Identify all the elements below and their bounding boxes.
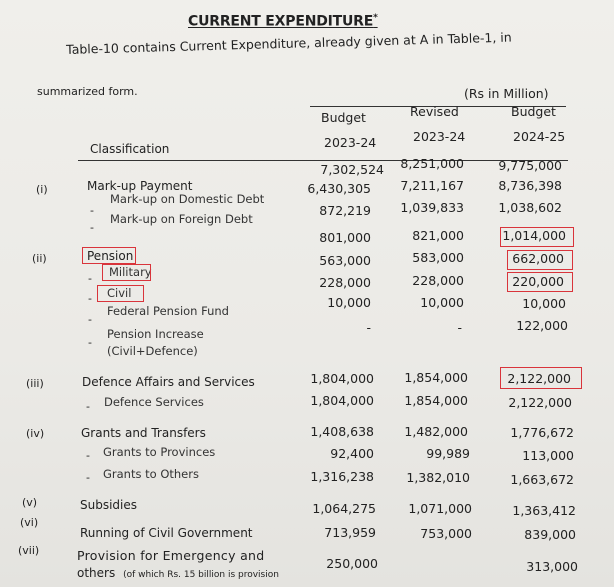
cell-revised-2023: 7,211,167 [400,178,464,193]
row-dash: - [90,221,94,234]
row-dash: - [86,471,90,484]
units-label: (Rs in Million) [464,86,549,101]
row-label: Mark-up on Domestic Debt [110,192,265,206]
row-label: Civil [107,286,132,300]
row-label: Grants to Others [103,467,199,481]
highlight-box-defence-2024 [500,367,582,389]
col-budget-2024-l2: 2024-25 [513,129,566,144]
row-label: Pension Increase [107,327,204,341]
row-label: Pension [87,249,134,263]
col-budget-2023-l2: 2023-24 [324,135,377,150]
cell-budget-2023: - [366,320,371,335]
row-label-cont: others (of which Rs. 15 billion is provision [77,566,279,580]
cell-budget-2024: 220,000 [512,274,564,289]
cell-budget-2024: 9,775,000 [498,158,562,173]
cell-budget-2024: 839,000 [524,527,576,542]
row-label: Grants to Provinces [103,445,216,459]
highlight-box-civil [97,285,144,302]
cell-budget-2023: 563,000 [319,253,371,268]
row-dash: - [88,336,92,349]
cell-budget-2023: 713,959 [324,525,376,540]
highlight-box-pension-2024 [500,227,574,247]
row-label: Mark-up Payment [87,179,193,193]
highlight-box-military [102,264,151,281]
row-label: Provision for Emergency and [77,548,265,563]
row-label: Military [109,265,152,279]
cell-budget-2024: 313,000 [526,559,578,574]
cell-revised-2023: 1,071,000 [408,501,472,516]
cell-budget-2024: 662,000 [512,251,564,266]
page-title: CURRENT EXPENDITURE* [188,13,378,30]
cell-budget-2023: 801,000 [319,230,371,245]
cell-budget-2024: 122,000 [516,318,568,333]
row-dash: - [88,313,92,326]
col-revised-2023-l2: 2023-24 [413,129,466,144]
intro-text-cont: summarized form. [37,85,138,98]
row-number: (iv) [26,427,45,440]
row-dash: - [86,449,90,462]
row-number: (v) [22,496,38,509]
cell-revised-2023: 10,000 [420,295,464,310]
cell-revised-2023: 821,000 [412,228,464,243]
cell-budget-2024: 1,776,672 [510,425,574,440]
row-number: (ii) [32,252,47,265]
cell-revised-2023: 583,000 [412,250,464,265]
row-note: (of which Rs. 15 billion is provision [123,570,279,580]
row-dash: - [90,204,94,217]
cell-revised-2023: 1,854,000 [404,393,468,408]
cell-revised-2023: 753,000 [420,526,472,541]
cell-budget-2023: 1,408,638 [310,424,374,439]
row-label-cont: (Civil+Defence) [107,344,198,358]
highlight-box-pension [82,247,136,264]
cell-revised-2023: 1,039,833 [400,200,464,215]
col-budget-2024-l1: Budget [511,104,556,119]
cell-budget-2024: 1,038,602 [498,200,562,215]
cell-budget-2024: 2,122,000 [507,371,571,386]
cell-revised-2023: 1,382,010 [406,470,470,485]
cell-budget-2023: 6,430,305 [307,181,371,196]
cell-revised-2023: 99,989 [426,446,470,461]
row-dash: - [88,292,92,305]
intro-text: Table-10 contains Current Expenditure, already given at A in Table-1, in [65,29,512,57]
row-number: (vii) [18,544,40,557]
cell-budget-2023: 1,316,238 [310,469,374,484]
cell-budget-2023: 7,302,524 [320,162,384,177]
cell-budget-2023: 228,000 [319,275,371,290]
row-label: Running of Civil Government [80,526,253,540]
cell-budget-2023: 10,000 [327,295,371,310]
row-number: (vi) [20,516,39,529]
cell-budget-2024: 1,014,000 [502,228,566,243]
col-revised-2023-l1: Revised [410,104,459,119]
cell-budget-2023: 92,400 [330,446,374,461]
row-number: (i) [36,183,48,196]
highlight-box-military-2024 [507,250,573,270]
highlight-box-civil-2024 [507,272,573,292]
cell-revised-2023: 228,000 [412,273,464,288]
cell-revised-2023: 1,854,000 [404,370,468,385]
cell-budget-2023: 250,000 [326,556,378,571]
cell-revised-2023: - [457,320,462,335]
cell-budget-2023: 872,219 [319,203,371,218]
row-label: Subsidies [80,498,138,512]
cell-budget-2023: 1,064,275 [312,501,376,516]
cell-revised-2023: 1,482,000 [404,424,468,439]
cell-budget-2023: 1,804,000 [310,393,374,408]
cell-budget-2024: 10,000 [522,296,566,311]
row-label: Defence Services [104,395,204,409]
cell-budget-2024: 8,736,398 [498,178,562,193]
cell-budget-2023: 1,804,000 [310,371,374,386]
row-label: Federal Pension Fund [107,304,229,318]
row-dash: - [88,272,92,285]
cell-budget-2024: 2,122,000 [508,395,572,410]
col-classification: Classification [90,142,170,156]
cell-budget-2024: 1,663,672 [510,472,574,487]
cell-budget-2024: 1,363,412 [512,503,576,518]
row-label: Mark-up on Foreign Debt [110,212,253,226]
row-label: Defence Affairs and Services [82,375,255,389]
col-budget-2023-l1: Budget [321,110,366,125]
row-label: Grants and Transfers [81,426,206,440]
row-number: (iii) [26,377,44,390]
row-dash: - [86,400,90,413]
cell-budget-2024: 113,000 [522,448,574,463]
cell-revised-2023: 8,251,000 [400,156,464,171]
